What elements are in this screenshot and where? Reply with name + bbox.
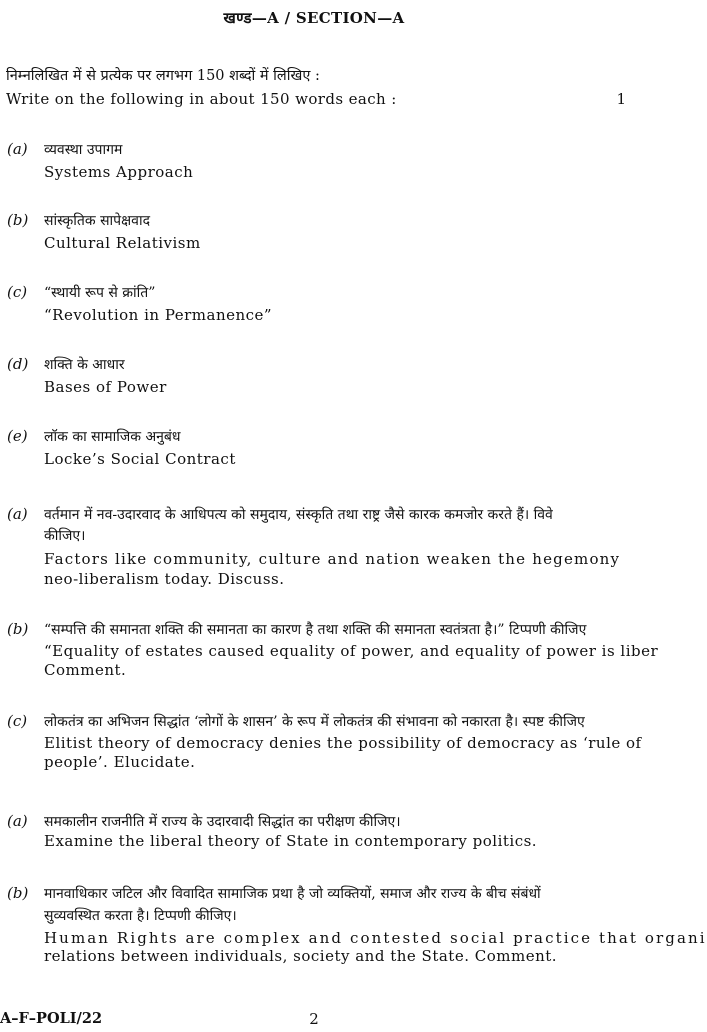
question-text-english: Human Rights are complex and contested social practice that organi	[44, 929, 707, 947]
question-text-english: “Equality of estates caused equality of power, and equality of power is liber	[44, 642, 659, 660]
question-label: (a)	[7, 140, 28, 158]
question-text-hindi: समकालीन राजनीति में राज्य के उदारवादी सिद्धांत का परीक्षण कीजिए।	[44, 814, 401, 830]
question-text-hindi: शक्ति के आधार	[44, 357, 125, 373]
question-text-hindi-cont: सुव्यवस्थित करता है। टिप्पणी कीजिए।	[44, 908, 237, 924]
instruction-english: Write on the following in about 150 words each :	[6, 90, 397, 108]
question-text-english-cont: neo-liberalism today. Discuss.	[44, 570, 285, 588]
paper-code: A–F–POLI/22	[0, 1010, 103, 1027]
question-label: (e)	[7, 427, 28, 445]
question-label: (c)	[7, 712, 28, 730]
question-text-hindi: सांस्कृतिक सापेक्षवाद	[44, 213, 151, 229]
question-label: (a)	[7, 505, 28, 523]
question-label: (a)	[7, 812, 28, 830]
question-text-hindi: वर्तमान में नव-उदारवाद के आधिपत्य को समुदाय, संस्कृति तथा राष्ट्र जैसे कारक कमजोर करते हैं। विवे	[44, 507, 553, 523]
question-label: (c)	[7, 283, 28, 301]
question-text-english: Cultural Relativism	[44, 234, 201, 252]
question-text-hindi: व्यवस्था उपागम	[44, 142, 123, 158]
question-text-english: Locke’s Social Contract	[44, 450, 236, 468]
question-text-english: Systems Approach	[44, 163, 194, 181]
page-number: 2	[309, 1010, 319, 1028]
question-label: (b)	[7, 884, 29, 902]
instruction-hindi: निम्नलिखित में से प्रत्येक पर लगभग 150 शब्दों में लिखिए :	[6, 68, 320, 84]
question-text-hindi: “स्थायी रूप से क्रांति”	[44, 285, 156, 301]
question-text-english: Elitist theory of democracy denies the possibility of democracy as ‘rule of	[44, 734, 642, 752]
question-label: (b)	[7, 211, 29, 229]
question-text-hindi: “सम्पत्ति की समानता शक्ति की समानता का कारण है तथा शक्ति की समानता स्वतंत्रता है।” टिप्पणी कीजिए	[44, 622, 587, 638]
question-label: (b)	[7, 620, 29, 638]
question-text-english: Factors like community, culture and nation weaken the hegemony	[44, 550, 621, 568]
question-text-english: Examine the liberal theory of State in contemporary politics.	[44, 832, 538, 850]
question-text-english-cont: Comment.	[44, 661, 127, 679]
question-text-english: Bases of Power	[44, 378, 167, 396]
marks-value: 1	[616, 90, 626, 108]
question-text-hindi: लोकतंत्र का अभिजन सिद्धांत ‘लोगों के शासन’ के रूप में लोकतंत्र की संभावना को नकारता है। स्पष्ट कीजिए	[44, 714, 585, 730]
question-label: (d)	[7, 355, 29, 373]
question-text-english-cont: people’. Elucidate.	[44, 753, 196, 771]
question-text-hindi: लॉक का सामाजिक अनुबंध	[44, 429, 181, 445]
question-text-english: “Revolution in Permanence”	[44, 306, 273, 324]
question-text-hindi: मानवाधिकार जटिल और विवादित सामाजिक प्रथा है जो व्यक्तियों, समाज और राज्य के बीच संबंधों	[44, 886, 541, 902]
section-header: खण्ड—A / SECTION—A	[223, 9, 405, 27]
question-text-hindi-cont: कीजिए।	[44, 528, 86, 544]
question-text-english-cont: relations between individuals, society and the State. Comment.	[44, 947, 558, 965]
